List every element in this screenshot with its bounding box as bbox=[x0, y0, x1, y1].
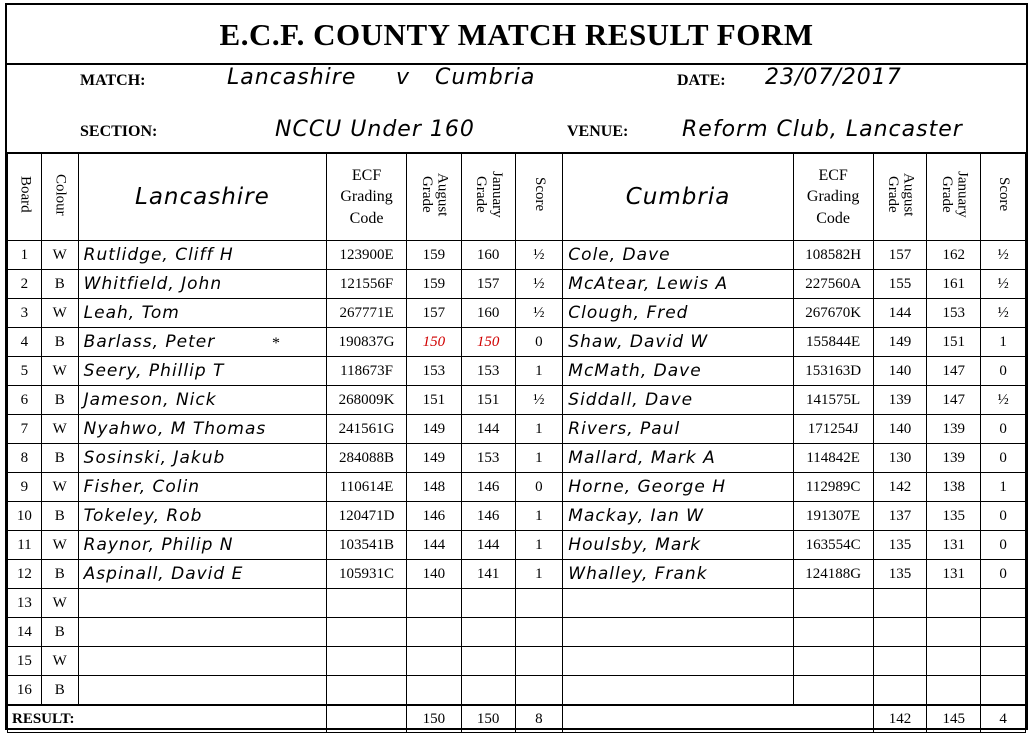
home-player-name bbox=[78, 618, 326, 647]
home-player-name bbox=[78, 589, 326, 618]
home-august-grade: 150 bbox=[406, 328, 461, 357]
home-january-grade: 157 bbox=[461, 270, 515, 299]
home-player-name bbox=[78, 647, 326, 676]
home-ecf-code bbox=[327, 618, 407, 647]
away-score: 0 bbox=[981, 415, 1026, 444]
away-august-grade bbox=[873, 676, 927, 706]
colour-cell: B bbox=[41, 618, 78, 647]
away-ecf-code: 112989C bbox=[793, 473, 873, 502]
colour-cell: B bbox=[41, 328, 78, 357]
home-august-grade: 149 bbox=[406, 415, 461, 444]
away-january-grade: 139 bbox=[927, 444, 981, 473]
away-ecf-code: 163554C bbox=[793, 531, 873, 560]
away-january-grade: 162 bbox=[927, 241, 981, 270]
home-ecf-code: 121556F bbox=[327, 270, 407, 299]
colour-cell: W bbox=[41, 357, 78, 386]
board-number: 6 bbox=[8, 386, 42, 415]
board-number: 10 bbox=[8, 502, 42, 531]
away-score: 0 bbox=[981, 444, 1026, 473]
home-august-grade: 151 bbox=[406, 386, 461, 415]
home-score: 1 bbox=[515, 357, 563, 386]
colour-cell: W bbox=[41, 299, 78, 328]
match-label: MATCH: bbox=[80, 72, 146, 89]
home-ecf-code: 118673F bbox=[327, 357, 407, 386]
away-score: 1 bbox=[981, 473, 1026, 502]
colour-cell: W bbox=[41, 241, 78, 270]
table-row bbox=[8, 299, 1026, 328]
home-january-grade: 160 bbox=[461, 241, 515, 270]
home-score: 1 bbox=[515, 415, 563, 444]
table-row bbox=[8, 676, 1026, 706]
home-score: ½ bbox=[515, 299, 563, 328]
home-august-total: 150 bbox=[406, 705, 461, 733]
home-august-grade: 159 bbox=[406, 241, 461, 270]
home-january-total: 150 bbox=[461, 705, 515, 733]
colour-cell: W bbox=[41, 415, 78, 444]
home-ecf-code: 190837G bbox=[327, 328, 407, 357]
away-ecf-code bbox=[793, 589, 873, 618]
home-august-grade: 146 bbox=[406, 502, 461, 531]
away-ecf-code: 267670K bbox=[793, 299, 873, 328]
away-ecf-code: 124188G bbox=[793, 560, 873, 589]
away-january-grade: 161 bbox=[927, 270, 981, 299]
home-ecf-code: 268009K bbox=[327, 386, 407, 415]
table-row bbox=[8, 444, 1026, 473]
home-ecf-code: 241561G bbox=[327, 415, 407, 444]
home-score: 1 bbox=[515, 531, 563, 560]
home-ecf-code: 120471D bbox=[327, 502, 407, 531]
away-score: 1 bbox=[981, 328, 1026, 357]
home-august-grade: 148 bbox=[406, 473, 461, 502]
home-january-grade bbox=[461, 589, 515, 618]
home-january-grade: 160 bbox=[461, 299, 515, 328]
home-score-total: 8 bbox=[515, 705, 563, 733]
board-header: Board bbox=[8, 153, 42, 241]
table-row bbox=[8, 618, 1026, 647]
board-number: 11 bbox=[8, 531, 42, 560]
away-ecf-code: 114842E bbox=[793, 444, 873, 473]
away-ecf-code: 227560A bbox=[793, 270, 873, 299]
board-number: 16 bbox=[8, 676, 42, 706]
away-score: 0 bbox=[981, 560, 1026, 589]
away-player-name: Siddall, Dave bbox=[563, 386, 793, 415]
home-team-header: Lancashire bbox=[78, 153, 326, 241]
away-player-name: Shaw, David W bbox=[563, 328, 793, 357]
home-player-name: Leah, Tom bbox=[78, 299, 326, 328]
away-player-name bbox=[563, 618, 793, 647]
home-score: 1 bbox=[515, 560, 563, 589]
home-player-name bbox=[78, 676, 326, 706]
home-august-grade: 153 bbox=[406, 357, 461, 386]
home-january-grade: 144 bbox=[461, 531, 515, 560]
home-august-grade: 157 bbox=[406, 299, 461, 328]
away-player-name: Whalley, Frank bbox=[563, 560, 793, 589]
home-ecf-code: 123900E bbox=[327, 241, 407, 270]
home-player-name: Tokeley, Rob bbox=[78, 502, 326, 531]
away-ecf-code: 191307E bbox=[793, 502, 873, 531]
away-january-total: 145 bbox=[927, 705, 981, 733]
table-row bbox=[8, 560, 1026, 589]
home-ecf-code: 284088B bbox=[327, 444, 407, 473]
home-score: ½ bbox=[515, 241, 563, 270]
away-player-name: Mackay, Ian W bbox=[563, 502, 793, 531]
table-row bbox=[8, 386, 1026, 415]
home-score bbox=[515, 618, 563, 647]
away-august-grade: 157 bbox=[873, 241, 927, 270]
home-score: ½ bbox=[515, 386, 563, 415]
home-ecf-code: 105931C bbox=[327, 560, 407, 589]
away-ecf-code: 153163D bbox=[793, 357, 873, 386]
home-player-name: Aspinall, David E bbox=[78, 560, 326, 589]
away-ecf-code: 108582H bbox=[793, 241, 873, 270]
away-january-grade: 147 bbox=[927, 386, 981, 415]
away-score: 0 bbox=[981, 357, 1026, 386]
home-player-name: Rutlidge, Cliff H bbox=[78, 241, 326, 270]
home-august-grade bbox=[406, 647, 461, 676]
board-number: 9 bbox=[8, 473, 42, 502]
venue-value: Reform Club, Lancaster bbox=[682, 117, 963, 142]
table-row bbox=[8, 647, 1026, 676]
home-january-grade: 151 bbox=[461, 386, 515, 415]
away-august-grade: 139 bbox=[873, 386, 927, 415]
home-august-grade bbox=[406, 676, 461, 706]
board-number: 12 bbox=[8, 560, 42, 589]
table-row bbox=[8, 270, 1026, 299]
colour-cell: B bbox=[41, 502, 78, 531]
board-number: 15 bbox=[8, 647, 42, 676]
board-number: 2 bbox=[8, 270, 42, 299]
home-score bbox=[515, 647, 563, 676]
home-ecf-code bbox=[327, 676, 407, 706]
home-ecf-code: 267771E bbox=[327, 299, 407, 328]
home-code-total-empty bbox=[327, 705, 407, 733]
table-row bbox=[8, 589, 1026, 618]
match-away-value: Cumbria bbox=[435, 65, 536, 90]
home-january-grade: 153 bbox=[461, 357, 515, 386]
home-player-name: Fisher, Colin bbox=[78, 473, 326, 502]
home-score-header: Score bbox=[515, 153, 563, 241]
away-ecf-code: 141575L bbox=[793, 386, 873, 415]
away-january-grade bbox=[927, 618, 981, 647]
away-score: ½ bbox=[981, 386, 1026, 415]
away-player-name: Cole, Dave bbox=[563, 241, 793, 270]
table-row bbox=[8, 473, 1026, 502]
result-label: RESULT: bbox=[8, 705, 327, 733]
away-january-grade: 147 bbox=[927, 357, 981, 386]
colour-cell: B bbox=[41, 386, 78, 415]
table-row bbox=[8, 531, 1026, 560]
home-january-grade bbox=[461, 647, 515, 676]
away-january-grade: 139 bbox=[927, 415, 981, 444]
home-august-grade-header: August Grade bbox=[406, 153, 461, 241]
home-ecf-code-header: ECF Grading Code bbox=[327, 153, 407, 241]
home-player-name: Jameson, Nick bbox=[78, 386, 326, 415]
home-score: 0 bbox=[515, 473, 563, 502]
board-number: 13 bbox=[8, 589, 42, 618]
board-number: 3 bbox=[8, 299, 42, 328]
home-january-grade: 144 bbox=[461, 415, 515, 444]
board-number: 8 bbox=[8, 444, 42, 473]
home-august-grade bbox=[406, 589, 461, 618]
away-score: ½ bbox=[981, 299, 1026, 328]
away-ecf-code bbox=[793, 647, 873, 676]
away-august-grade: 140 bbox=[873, 415, 927, 444]
home-august-grade: 140 bbox=[406, 560, 461, 589]
colour-cell: W bbox=[41, 531, 78, 560]
home-player-name: Nyahwo, M Thomas bbox=[78, 415, 326, 444]
away-ecf-code: 155844E bbox=[793, 328, 873, 357]
away-january-grade bbox=[927, 676, 981, 706]
board-number: 4 bbox=[8, 328, 42, 357]
form-title: E.C.F. COUNTY MATCH RESULT FORM bbox=[7, 5, 1026, 65]
home-january-grade bbox=[461, 618, 515, 647]
board-number: 5 bbox=[8, 357, 42, 386]
away-august-grade: 140 bbox=[873, 357, 927, 386]
away-august-grade: 135 bbox=[873, 531, 927, 560]
home-player-name: Whitfield, John bbox=[78, 270, 326, 299]
away-january-grade bbox=[927, 647, 981, 676]
away-score-total: 4 bbox=[981, 705, 1026, 733]
away-january-grade: 138 bbox=[927, 473, 981, 502]
colour-cell: W bbox=[41, 589, 78, 618]
away-january-grade: 131 bbox=[927, 560, 981, 589]
table-row bbox=[8, 415, 1026, 444]
away-score bbox=[981, 618, 1026, 647]
match-v-value: v bbox=[396, 65, 411, 90]
home-january-grade: 141 bbox=[461, 560, 515, 589]
colour-cell: W bbox=[41, 473, 78, 502]
home-score: 1 bbox=[515, 444, 563, 473]
away-august-grade: 135 bbox=[873, 560, 927, 589]
result-row bbox=[8, 705, 1026, 733]
board-number: 1 bbox=[8, 241, 42, 270]
away-august-grade: 155 bbox=[873, 270, 927, 299]
home-january-grade: 153 bbox=[461, 444, 515, 473]
home-january-grade: 150 bbox=[461, 328, 515, 357]
colour-cell: B bbox=[41, 270, 78, 299]
board-number: 7 bbox=[8, 415, 42, 444]
away-august-grade: 149 bbox=[873, 328, 927, 357]
home-january-grade: 146 bbox=[461, 473, 515, 502]
colour-header: Colour bbox=[41, 153, 78, 241]
home-ecf-code bbox=[327, 647, 407, 676]
away-ecf-code bbox=[793, 618, 873, 647]
away-august-grade: 130 bbox=[873, 444, 927, 473]
away-player-name bbox=[563, 676, 793, 706]
date-value: 23/07/2017 bbox=[765, 65, 902, 90]
home-score: ½ bbox=[515, 270, 563, 299]
away-august-grade: 137 bbox=[873, 502, 927, 531]
away-name-total-empty bbox=[563, 705, 873, 733]
table-row bbox=[8, 328, 1026, 357]
board-4-note-mark: * bbox=[272, 335, 280, 352]
away-score: 0 bbox=[981, 502, 1026, 531]
away-score: ½ bbox=[981, 270, 1026, 299]
away-january-grade: 131 bbox=[927, 531, 981, 560]
away-ecf-code-header: ECF Grading Code bbox=[793, 153, 873, 241]
away-score bbox=[981, 647, 1026, 676]
match-home-value: Lancashire bbox=[227, 65, 357, 90]
result-form bbox=[5, 3, 1028, 730]
home-august-grade: 159 bbox=[406, 270, 461, 299]
away-player-name bbox=[563, 589, 793, 618]
table-row bbox=[8, 502, 1026, 531]
table-header-row bbox=[8, 153, 1026, 241]
home-score bbox=[515, 676, 563, 706]
home-score: 0 bbox=[515, 328, 563, 357]
away-team-header: Cumbria bbox=[563, 153, 793, 241]
away-player-name: Houlsby, Mark bbox=[563, 531, 793, 560]
home-january-grade-header: January Grade bbox=[461, 153, 515, 241]
table-row bbox=[8, 357, 1026, 386]
home-august-grade: 144 bbox=[406, 531, 461, 560]
away-score bbox=[981, 589, 1026, 618]
venue-label: VENUE: bbox=[567, 123, 629, 140]
home-ecf-code: 110614E bbox=[327, 473, 407, 502]
away-august-grade: 142 bbox=[873, 473, 927, 502]
away-score: ½ bbox=[981, 241, 1026, 270]
away-august-grade bbox=[873, 589, 927, 618]
colour-cell: B bbox=[41, 560, 78, 589]
away-august-grade-header: August Grade bbox=[873, 153, 927, 241]
home-score bbox=[515, 589, 563, 618]
home-ecf-code: 103541B bbox=[327, 531, 407, 560]
away-august-grade: 144 bbox=[873, 299, 927, 328]
home-score: 1 bbox=[515, 502, 563, 531]
home-august-grade: 149 bbox=[406, 444, 461, 473]
away-player-name: McMath, Dave bbox=[563, 357, 793, 386]
home-player-name: Seery, Phillip T bbox=[78, 357, 326, 386]
away-player-name: Rivers, Paul bbox=[563, 415, 793, 444]
away-player-name: Horne, George H bbox=[563, 473, 793, 502]
away-score-header: Score bbox=[981, 153, 1026, 241]
home-player-name: Barlass, Peter bbox=[78, 328, 326, 357]
away-player-name: Clough, Fred bbox=[563, 299, 793, 328]
home-player-name: Sosinski, Jakub bbox=[78, 444, 326, 473]
away-august-grade bbox=[873, 647, 927, 676]
date-label: DATE: bbox=[677, 72, 726, 89]
colour-cell: B bbox=[41, 444, 78, 473]
section-value: NCCU Under 160 bbox=[275, 117, 475, 142]
away-player-name: McAtear, Lewis A bbox=[563, 270, 793, 299]
away-january-grade: 135 bbox=[927, 502, 981, 531]
home-player-name: Raynor, Philip N bbox=[78, 531, 326, 560]
colour-cell: W bbox=[41, 647, 78, 676]
table-row bbox=[8, 241, 1026, 270]
home-january-grade bbox=[461, 676, 515, 706]
away-score bbox=[981, 676, 1026, 706]
away-january-grade bbox=[927, 589, 981, 618]
results-table bbox=[7, 152, 1026, 733]
away-january-grade: 153 bbox=[927, 299, 981, 328]
away-january-grade: 151 bbox=[927, 328, 981, 357]
away-ecf-code bbox=[793, 676, 873, 706]
away-ecf-code: 171254J bbox=[793, 415, 873, 444]
away-player-name: Mallard, Mark A bbox=[563, 444, 793, 473]
home-ecf-code bbox=[327, 589, 407, 618]
away-score: 0 bbox=[981, 531, 1026, 560]
board-number: 14 bbox=[8, 618, 42, 647]
away-august-grade bbox=[873, 618, 927, 647]
away-player-name bbox=[563, 647, 793, 676]
away-august-total: 142 bbox=[873, 705, 927, 733]
home-august-grade bbox=[406, 618, 461, 647]
home-january-grade: 146 bbox=[461, 502, 515, 531]
colour-cell: B bbox=[41, 676, 78, 706]
away-january-grade-header: January Grade bbox=[927, 153, 981, 241]
section-label: SECTION: bbox=[80, 123, 158, 140]
